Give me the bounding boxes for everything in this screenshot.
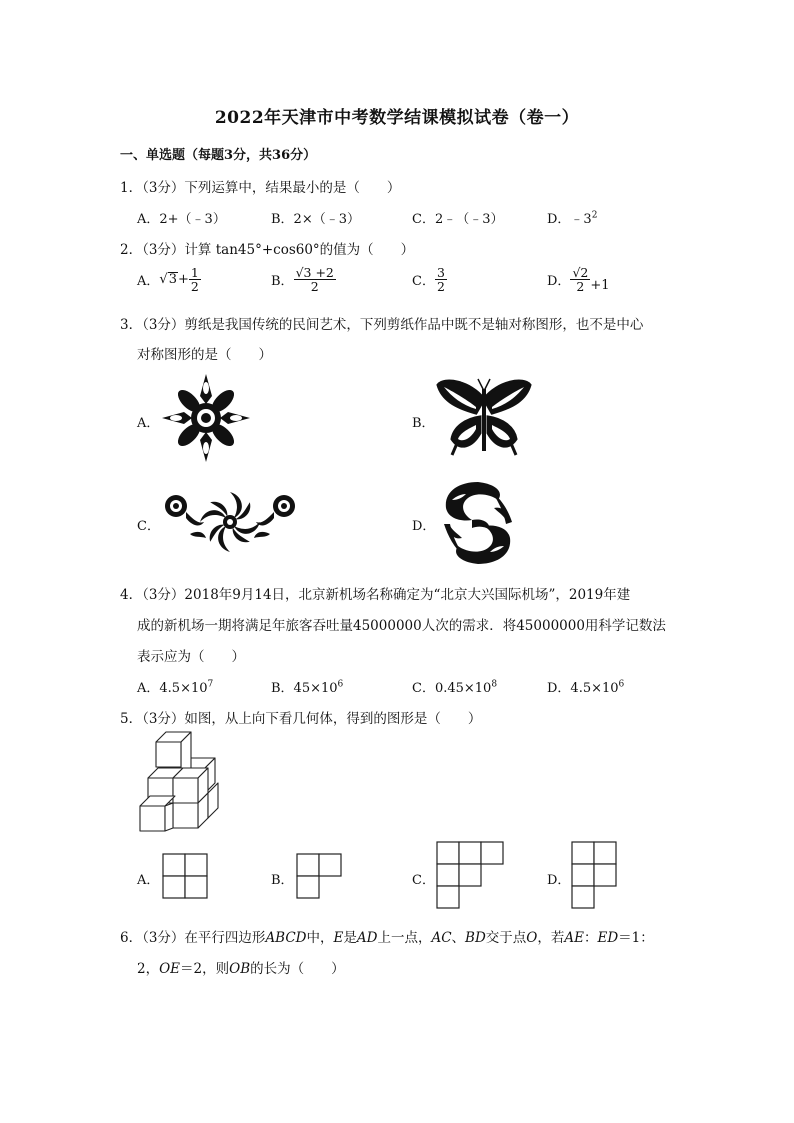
q2-a-denominator: 2 [190,279,199,295]
q6-text: ： [583,930,598,946]
q4-option-c[interactable] [412,677,497,696]
q6-text: 2， [137,961,160,977]
question-6-line-2 [137,957,345,977]
q6-var: OB [229,961,251,977]
q3-option-c[interactable]: C． [137,519,160,534]
question-5-stem: 5．（3分）如图，从上向下看几何体，得到的图形是（ ） [120,711,482,727]
question-4-line-3: 表示应为（ ） [137,649,245,665]
q2-d-label: D． [547,274,571,290]
q4-a-exponent: 7 [207,679,214,690]
q6-text: 中， [306,930,334,946]
q6-text: 交于点 [485,930,527,946]
q1-d-base: D．﹣3 [547,212,592,227]
q5-option-b-grid[interactable] [296,853,344,901]
q6-var: AE [564,930,584,946]
sqrt-icon: √ [295,265,304,280]
q2-b-denominator: 2 [310,279,319,295]
q4-d-base: D．4.5×10 [547,681,619,696]
q2-option-c[interactable] [412,266,447,293]
q5-option-a[interactable]: A． [137,873,160,888]
q2-option-d[interactable] [547,266,610,293]
q2-a-label: A． [137,274,160,290]
q4-b-exponent: 6 [337,679,344,690]
q3-option-d[interactable]: D． [412,519,436,534]
q1-option-d[interactable] [547,208,597,227]
q4-c-base: C．0.45×10 [412,681,492,696]
q2-b-radicand: 3 [303,265,312,280]
q6-var: ED [597,930,619,946]
q2-d-radicand: 2 [580,265,589,280]
q1-option-b[interactable]: B．2×（﹣3） [271,212,360,227]
q6-text: 6．（3分）在平行四边形 [120,930,266,946]
q3-paper-cut-dragon-image[interactable] [438,478,518,568]
q2-b-numerator-rest: +2 [311,265,334,280]
q2-b-label: B． [271,274,294,290]
q5-option-c[interactable]: C． [412,873,435,888]
q2-a-plus: + [177,272,189,288]
sqrt-icon: √ [159,271,168,287]
question-1-stem: 1．（3分）下列运算中，结果最小的是（ ） [120,180,401,196]
q5-cube-stack-figure [134,728,226,836]
question-4-line-1: 4．（3分）2018年9月14日，北京新机场名称确定为“北京大兴国际机场”，2019年建 [120,587,631,603]
q5-option-c-grid[interactable] [436,841,508,913]
q5-option-d-grid[interactable] [571,841,621,913]
q6-var: OE [159,961,181,977]
q2-c-label: C． [412,274,435,290]
q6-var: O [526,930,538,946]
q6-text: 上一点， [377,930,432,946]
q6-text: ＝2，则 [180,961,230,977]
page-title: 2022年天津市中考数学结课模拟试卷（卷一） [214,108,580,128]
q6-text: ，若 [537,930,565,946]
q6-text: 、 [451,930,466,946]
q2-a-numerator: 1 [190,265,199,280]
q4-option-d[interactable] [547,677,624,696]
q4-a-base: A．4.5×10 [137,681,208,696]
sqrt-icon: √ [572,265,581,280]
section-heading: 一、单选题（每题3分，共36分） [120,148,317,163]
q2-c-denominator: 2 [436,279,445,295]
q6-text: 的长为（ ） [250,961,345,977]
question-3-line-1: 3．（3分）剪纸是我国传统的民间艺术，下列剪纸作品中既不是轴对称图形，也不是中心 [120,317,644,333]
q1-option-a[interactable]: A．2+（﹣3） [137,212,226,227]
q3-option-b[interactable]: B． [412,416,435,431]
q4-option-a[interactable] [137,677,213,696]
q2-d-rest: +1 [590,278,610,294]
q5-option-d[interactable]: D． [547,873,571,888]
q3-option-a[interactable]: A． [137,416,160,431]
question-4-line-2: 成的新机场一期将满足年旅客吞吐量45000000人次的需求．将45000000用科学记数法 [137,618,666,634]
question-3-line-2: 对称图形的是（ ） [137,347,272,363]
question-2-stem: 2．（3分）计算 tan45°+cos60°的值为（ ） [120,242,415,258]
q3-paper-cut-butterfly-image[interactable] [436,377,532,457]
q6-var: E [333,930,344,946]
q2-d-denominator: 2 [576,279,585,295]
q2-c-numerator: 3 [436,265,445,280]
q1-option-c[interactable]: C．2﹣（﹣3） [412,212,504,227]
q6-var: BD [465,930,486,946]
q2-option-b[interactable] [271,266,336,293]
q4-c-exponent: 8 [491,679,498,690]
q6-text: ＝1： [618,930,654,946]
q2-option-a[interactable] [137,266,201,293]
q6-var: AC [431,930,452,946]
q4-option-b[interactable] [271,677,343,696]
q6-var: ABCD [265,930,307,946]
q6-text: 是 [343,930,357,946]
question-6-line-1 [120,926,654,946]
q4-b-base: B．45×10 [271,681,338,696]
q5-option-b[interactable]: B． [271,873,294,888]
q2-a-radicand: 3 [168,271,177,287]
q1-d-exponent: 2 [591,210,598,221]
q3-paper-cut-flower-image[interactable] [160,372,252,464]
q5-option-a-grid[interactable] [162,853,210,901]
q6-var: AD [356,930,378,946]
q3-paper-cut-swirl-image[interactable] [160,484,300,560]
q4-d-exponent: 6 [618,679,625,690]
